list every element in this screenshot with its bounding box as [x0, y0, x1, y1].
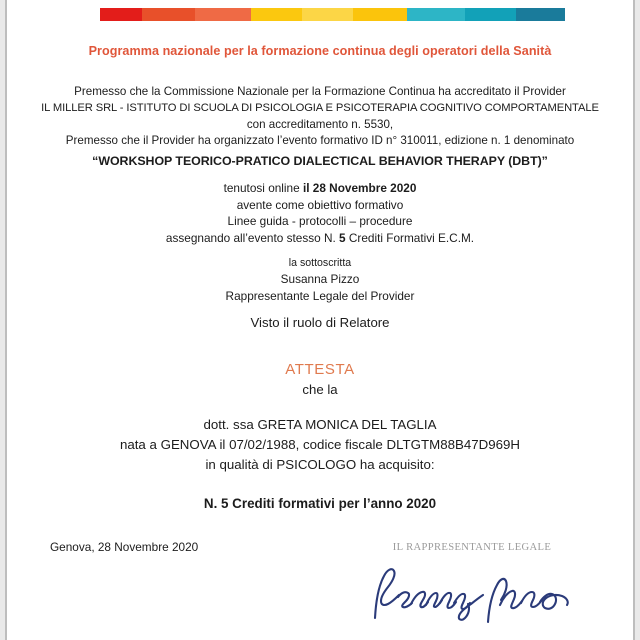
credits-statement: N. 5 Crediti formativi per l’anno 2020 [203, 496, 437, 511]
ecm-color-bar [100, 8, 565, 21]
signer-role: Rappresentante Legale del Provider [225, 288, 415, 303]
premessa-line-4: Premesso che il Provider ha organizzato l’evento formativo ID n° 310011, edizione n. 1 denominato [65, 134, 575, 148]
recipient-name: dott. ssa GRETA MONICA DEL TAGLIA [203, 417, 437, 432]
premessa-line-3: con accreditamento n. 5530, [246, 117, 394, 131]
page-title: Programma nazionale per la formazione continua degli operatori della Sanità [88, 44, 552, 58]
premessa-line-2: IL MILLER SRL - ISTITUTO DI SCUOLA DI PSICOLOGIA E PSICOTERAPIA COGNITIVO COMPORTAMENTALE [41, 102, 599, 115]
color-bar-segment-yellow [251, 8, 302, 21]
event-objective-label: avente come obiettivo formativo [236, 197, 404, 212]
color-bar-segment-gold [353, 8, 406, 21]
recipient-birth-fiscal: nata a GENOVA il 07/02/1988, codice fiscale DLTGTM88B47D969H [119, 437, 521, 452]
premessa-line-1: Premesso che la Commissione Nazionale per la Formazione Continua ha accreditato il Provider [74, 85, 566, 98]
signer-block [12, 255, 628, 304]
color-bar-segment-light-yellow [302, 8, 353, 21]
color-bar-segment-red [100, 8, 142, 21]
attesta-heading: ATTESTA [285, 361, 355, 378]
attesta-subheading: che la [302, 382, 338, 397]
color-bar-segment-coral [195, 8, 251, 21]
color-bar-segment-teal [465, 8, 516, 21]
signature-image [370, 556, 585, 628]
event-credits-number: 5 [339, 230, 346, 245]
role-statement: Visto il ruolo di Relatore [250, 315, 390, 330]
recipient-block [12, 415, 628, 475]
event-held-prefix: tenutosi online [223, 181, 303, 195]
color-bar-segment-dark-teal [516, 8, 565, 21]
handwritten-signature-icon [370, 556, 585, 628]
event-held-date: il 28 Novembre 2020 [302, 181, 417, 195]
event-objective-value: Linee guida - protocolli – procedure [227, 214, 413, 229]
event-credits-line [12, 230, 628, 247]
certificate-sheet [12, 0, 628, 640]
footer-representative-label: IL RAPPRESENTANTE LEGALE [392, 542, 552, 553]
event-credits-suffix: Crediti Formativi E.C.M. [345, 230, 475, 245]
workshop-title: “WORKSHOP TEORICO-PRATICO DIALECTICAL BEHAVIOR THERAPY (DBT)” [92, 154, 548, 168]
event-details [12, 180, 628, 246]
event-held-line [12, 180, 628, 197]
signer-name: Susanna Pizzo [280, 272, 360, 287]
color-bar-segment-orange-red [142, 8, 195, 21]
premessa-block [12, 84, 628, 150]
event-credits-prefix: assegnando all’evento stesso N. [165, 230, 340, 245]
signer-intro: la sottoscritta [288, 257, 352, 269]
color-bar-segment-cyan [407, 8, 465, 21]
recipient-qualification: in qualità di PSICOLOGO ha acquisito: [205, 457, 435, 472]
footer-place-date: Genova, 28 Novembre 2020 [50, 540, 199, 554]
